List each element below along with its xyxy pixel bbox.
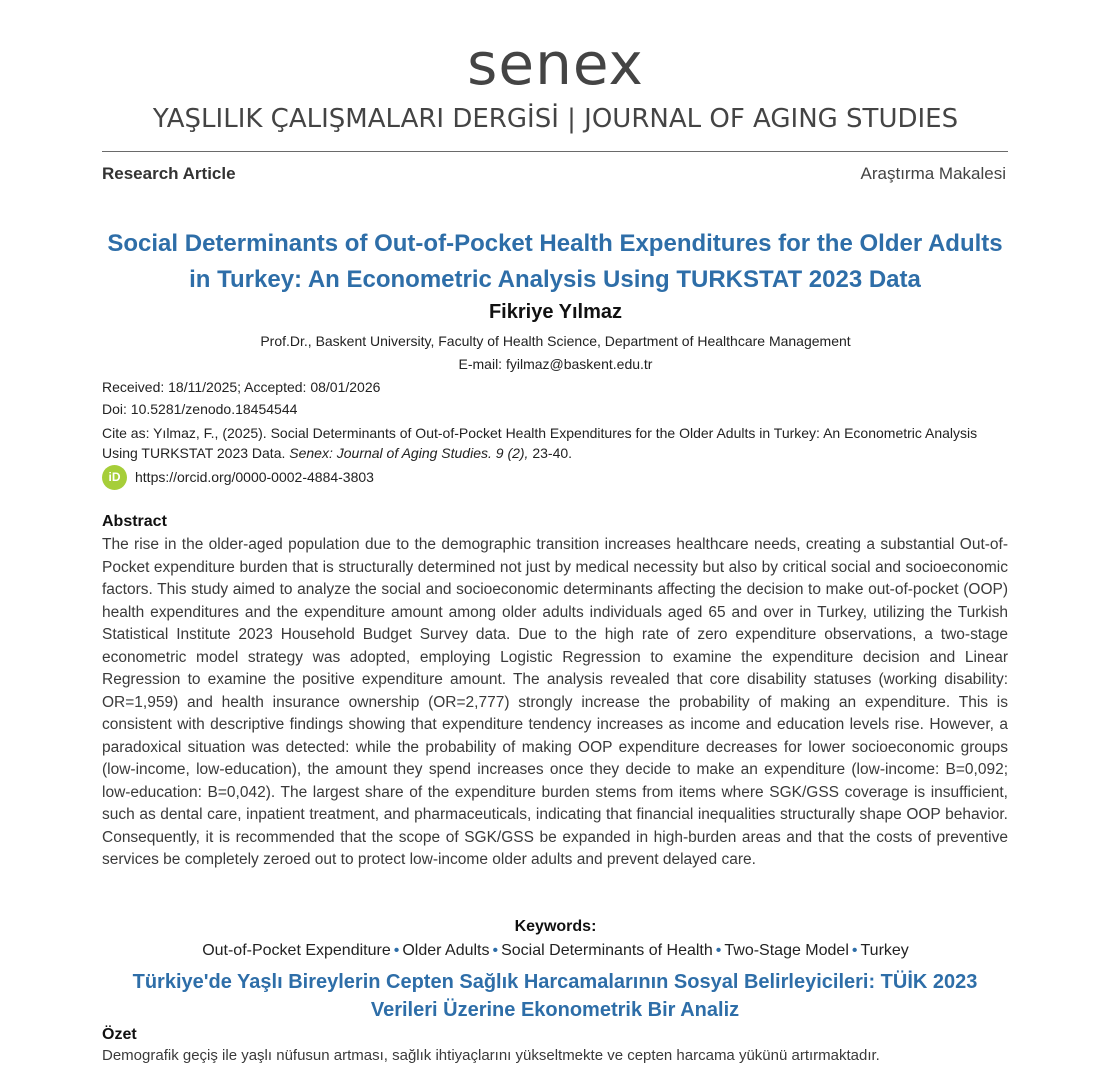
abstract-text: The rise in the older-aged population due to the demographic transition increases healthcare needs, creating a substantial Out-of-Pocket expenditure burden that is structurally determined not just by medical necessity but also by critical social and socioeconomic factors. This study aimed to analyze the social and socioeconomic determinants affecting the decision to make out-of-pocket (OOP) health expenditures and the expenditure amount among older adults individuals aged 65 and over in Turkey, utilizing the Turkish Statistical Institute 2023 Household Budget Survey data. Due to the high rate of zero expenditure observations, a two-stage econometric model strategy was adopted, employing Logistic Regression to examine the expenditure decision and Linear Regression to examine the positive expenditure amount. The analysis revealed that core disability statuses (working disability: OR=1,959) and health insurance ownership (OR=2,777) strongly increase the probability of making an expenditure. This is consistent with descriptive findings showing that expenditure tendency increases as income and education levels rise. However, a paradoxical situation was detected: while the probability of making OOP expenditure decreases for lower socioeconomic groups (low-income, low-education), the amount they spend increases once they decide to make an expenditure (low-income: B=0,092; low-education: B=0,042). The largest share of the expenditure burden stems from items where SGK/GSS coverage is insufficient, such as dental care, inpatient treatment, and pharmaceuticals, indicating that financial inequalities structurally shape OOP behavior. Consequently, it is recommended that the scope of SGK/GSS be expanded in high-burden areas and that the costs of preventive services be completely zeroed out to protect low-income older adults and prevent delayed care. [102,536,1008,868]
ozet-text-clipped [102,1047,1008,1064]
article-type-tr: Araştırma Makalesi [860,164,1006,183]
keyword: Older Adults [402,942,490,959]
keywords-list [0,940,1111,962]
abstract-heading: Abstract [102,513,167,530]
author-email[interactable]: E-mail: fyilmaz@baskent.edu.tr [458,356,653,372]
keyword: Turkey [860,942,909,959]
author-affiliation: Prof.Dr., Baskent University, Faculty of Health Science, Department of Healthcare Management [260,333,851,349]
header-divider [102,151,1008,152]
keyword-separator: • [715,942,722,959]
journal-logo: senex [467,30,644,98]
keyword: Two-Stage Model [724,942,849,959]
citation-pages: 23-40. [528,445,573,461]
keyword-separator: • [851,942,858,959]
ozet-heading: Özet [102,1026,137,1043]
ozet-text: Demografik geçiş ile yaşlı nüfusun artması, sağlık ihtiyaçlarını yükseltmekte ve cepten harcama yükünü artırmaktadır. [102,1047,880,1064]
received-dates: Received: 18/11/2025; Accepted: 08/01/2026 [102,379,381,395]
keyword: Social Determinants of Health [501,942,713,959]
journal-name: YAŞLILIK ÇALIŞMALARI DERGİSİ | JOURNAL OF AGING STUDIES [152,104,959,134]
article-title: Social Determinants of Out-of-Pocket Health Expenditures for the Older Adults in Turkey: An Econometric Analysis Using TURKSTAT 2023 Data [107,230,1003,293]
keywords-heading: Keywords: [514,918,597,935]
article-type-en: Research Article [102,164,236,183]
citation-journal: Senex: Journal of Aging Studies. 9 (2), [289,445,529,461]
turkish-title: Türkiye'de Yaşlı Bireylerin Cepten Sağlık Harcamalarının Sosyal Belirleyicileri: TÜİK 2023 Verileri Üzerine Ekonometrik Bir Analiz [132,971,978,1021]
keyword-separator: • [393,942,400,959]
orcid-url[interactable]: https://orcid.org/0000-0002-4884-3803 [135,469,374,485]
citation-text: Cite as: Yılmaz, F., (2025). Social Determinants of Out-of-Pocket Health Expenditures for the Older Adults in Turkey: An Econometric Analysis Using TURKSTAT 2023 Data. [102,425,978,461]
author-name: Fikriye Yılmaz [488,301,623,323]
article-type-row [102,164,1006,188]
orcid-link[interactable] [102,464,374,490]
doi[interactable]: Doi: 10.5281/zenodo.18454544 [102,401,298,417]
keyword-separator: • [492,942,499,959]
keyword: Out-of-Pocket Expenditure [202,942,391,959]
journal-masthead [0,28,1111,136]
orcid-icon: iD [102,465,127,490]
citation [102,423,1008,463]
